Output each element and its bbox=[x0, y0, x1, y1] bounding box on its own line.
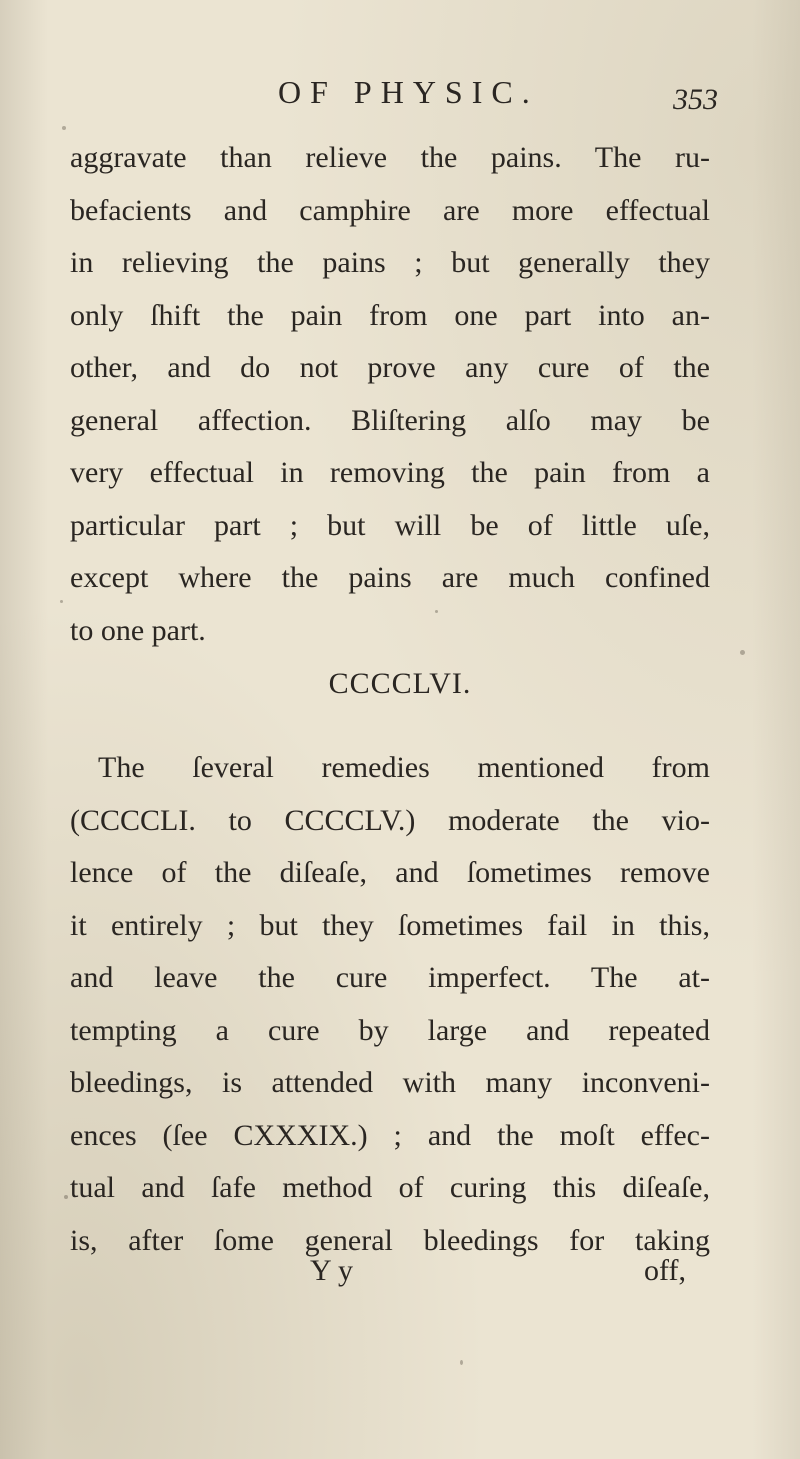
paper-speck bbox=[64, 1195, 68, 1199]
text-line: very effectual in removing the pain from a bbox=[70, 456, 710, 489]
text-line: only ſhift the pain from one part into an- bbox=[70, 298, 710, 332]
text-line: aggravate than relieve the pains. The ru- bbox=[70, 141, 710, 174]
text-line: lence of the diſeaſe, and ſometimes remove bbox=[70, 856, 710, 889]
text-line: to one part. bbox=[70, 613, 206, 647]
text-line: tempting a cure by large and repeated bbox=[70, 1013, 710, 1047]
text-line: befacients and camphire are more effectual bbox=[70, 193, 710, 227]
paper-speck bbox=[740, 650, 745, 655]
text-line: is, after ſome general bleedings for taking bbox=[70, 1223, 710, 1257]
running-head: OF PHYSIC. bbox=[278, 74, 539, 110]
page-footer bbox=[70, 1246, 710, 1296]
page-header bbox=[278, 72, 718, 122]
signature-mark: Y y bbox=[310, 1254, 354, 1287]
text-line: The ſeveral remedies mentioned from bbox=[98, 751, 710, 784]
paper-speck bbox=[460, 1360, 463, 1365]
text-line: other, and do not prove any cure of the bbox=[70, 351, 710, 384]
text-line: tual and ſafe method of curing this diſeaſe, bbox=[70, 1171, 710, 1204]
paragraph-2 bbox=[70, 742, 710, 1267]
text-line: it entirely ; but they ſometimes fail in this, bbox=[70, 908, 710, 942]
paper-speck bbox=[62, 126, 66, 130]
catchword: off, bbox=[644, 1254, 686, 1287]
text-line: (CCCCLI. to CCCCLV.) moderate the vio- bbox=[70, 803, 710, 837]
text-line: general affection. Bliſtering alſo may be bbox=[70, 403, 710, 437]
text-line: particular part ; but will be of little uſe, bbox=[70, 508, 710, 542]
text-line: except where the pains are much confined bbox=[70, 561, 710, 594]
text-line: bleedings, is attended with many inconveni- bbox=[70, 1066, 710, 1099]
text-line: in relieving the pains ; but generally they bbox=[70, 246, 710, 279]
page-number: 353 bbox=[673, 83, 718, 116]
text-line: and leave the cure imperfect. The at- bbox=[70, 961, 710, 994]
paragraph-1 bbox=[70, 132, 710, 657]
paper-speck bbox=[435, 610, 438, 613]
section-heading: CCCCLVI. bbox=[328, 667, 472, 700]
paper-speck bbox=[60, 600, 63, 603]
text-line: ences (ſee CXXXIX.) ; and the moſt effec- bbox=[70, 1118, 710, 1152]
